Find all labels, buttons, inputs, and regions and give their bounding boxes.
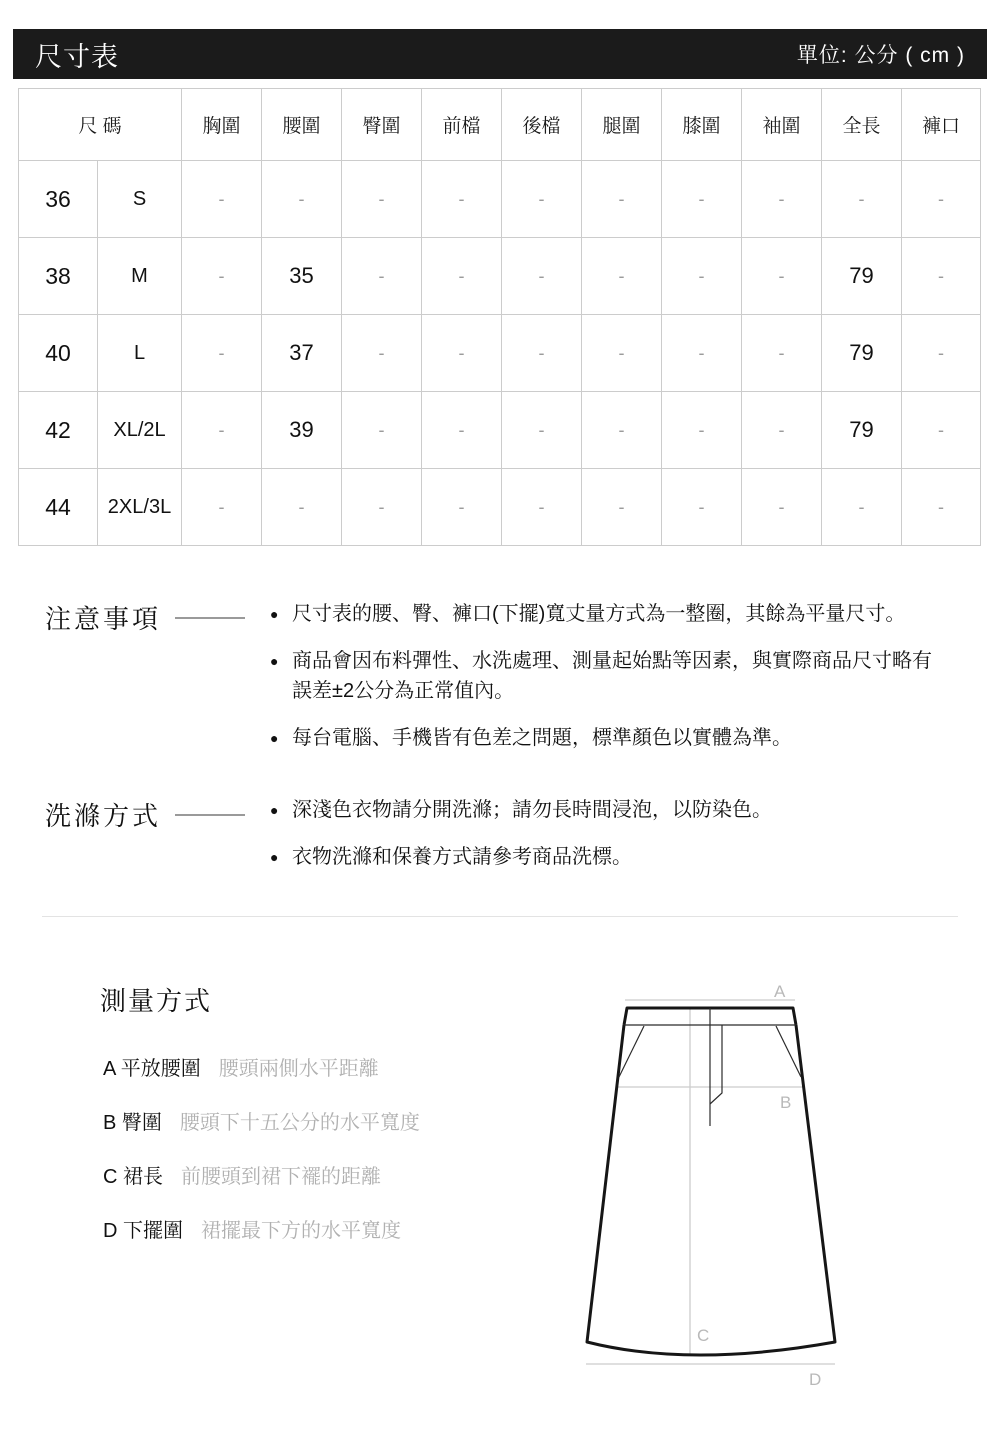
- bullet-icon: ●: [270, 849, 279, 865]
- measurement-list: [103, 1052, 420, 1268]
- table-row: [19, 469, 981, 546]
- measurement-label: D 下擺圍: [103, 1220, 183, 1242]
- diagram-label-a: A: [774, 982, 786, 1001]
- bullet-icon: ●: [270, 802, 279, 818]
- cell-value: -: [822, 469, 902, 546]
- cell-value: -: [582, 238, 662, 315]
- measurement-heading: 測量方式: [100, 986, 213, 1016]
- cell-value: -: [182, 315, 262, 392]
- column-header-leg-opening: 褲口: [902, 89, 981, 161]
- cell-value: 79: [822, 238, 902, 315]
- notes-heading-label: 注意事項: [45, 604, 162, 634]
- cell-value: 79: [822, 315, 902, 392]
- cell-value: -: [662, 469, 742, 546]
- cell-value: -: [422, 161, 502, 238]
- cell-value: -: [502, 238, 582, 315]
- note-item: [270, 646, 965, 706]
- cell-value: -: [262, 161, 342, 238]
- heading-dash: [175, 814, 245, 816]
- measurement-item-a: [103, 1052, 420, 1080]
- cell-value: -: [262, 469, 342, 546]
- measurement-desc: 腰頭兩側水平距離: [218, 1058, 379, 1080]
- cell-value: -: [902, 469, 981, 546]
- column-header-chest: 胸圍: [182, 89, 262, 161]
- cell-value: 37: [262, 315, 342, 392]
- cell-value: -: [582, 392, 662, 469]
- unit-label: 單位: 公分 ( cm ): [796, 44, 965, 67]
- washing-heading: [45, 796, 245, 833]
- notes-list: [270, 599, 965, 770]
- cell-value: -: [422, 315, 502, 392]
- cell-value: -: [902, 315, 981, 392]
- measurement-desc: 前腰頭到裙下襬的距離: [181, 1166, 381, 1188]
- cell-value: -: [742, 161, 822, 238]
- measurement-label: A 平放腰圍: [103, 1058, 201, 1080]
- column-header-hip: 臀圍: [342, 89, 422, 161]
- cell-value: -: [742, 469, 822, 546]
- cell-value: -: [182, 469, 262, 546]
- column-header-front-rise: 前檔: [422, 89, 502, 161]
- skirt-diagram: [560, 970, 850, 1395]
- measurement-desc: 裙擺最下方的水平寬度: [201, 1220, 401, 1242]
- measurement-item-d: [103, 1214, 420, 1242]
- cell-value: -: [502, 469, 582, 546]
- page-title: 尺寸表: [35, 41, 119, 72]
- column-header-thigh: 腿圍: [582, 89, 662, 161]
- notes-heading: [45, 599, 245, 636]
- note-text: 商品會因布料彈性、水洗處理、測量起始點等因素，與實際商品尺寸略有誤差±2公分為正常值內。: [292, 650, 932, 702]
- washing-list: [270, 795, 965, 889]
- size-number: 40: [19, 315, 98, 392]
- cell-value: -: [422, 469, 502, 546]
- cell-value: -: [742, 238, 822, 315]
- cell-value: -: [902, 238, 981, 315]
- size-label: L: [98, 315, 182, 392]
- cell-value: -: [502, 392, 582, 469]
- cell-value: -: [182, 392, 262, 469]
- cell-value: -: [582, 161, 662, 238]
- skirt-outline: [587, 1025, 835, 1355]
- table-row: [19, 392, 981, 469]
- cell-value: 35: [262, 238, 342, 315]
- column-header-size: 尺 碼: [19, 89, 182, 161]
- table-row: [19, 315, 981, 392]
- wash-text: 深淺色衣物請分開洗滌；請勿長時間浸泡，以防染色。: [292, 799, 772, 821]
- cell-value: -: [342, 161, 422, 238]
- table-header-row: [19, 89, 981, 161]
- note-text: 尺寸表的腰、臀、褲口(下擺)寬丈量方式為一整圈，其餘為平量尺寸。: [292, 603, 906, 625]
- cell-value: -: [742, 392, 822, 469]
- washing-heading-label: 洗滌方式: [45, 801, 162, 831]
- size-number: 44: [19, 469, 98, 546]
- heading-dash: [175, 617, 245, 619]
- bullet-icon: ●: [270, 653, 279, 669]
- cell-value: -: [422, 392, 502, 469]
- cell-value: -: [342, 469, 422, 546]
- cell-value: -: [342, 238, 422, 315]
- note-text: 每台電腦、手機皆有色差之問題，標準顏色以實體為準。: [292, 727, 792, 749]
- diagram-label-b: B: [780, 1093, 792, 1112]
- diagram-label-c: C: [697, 1326, 710, 1345]
- cell-value: -: [582, 469, 662, 546]
- fly-line-right: [710, 1025, 722, 1104]
- bullet-icon: ●: [270, 606, 279, 622]
- cell-value: -: [662, 238, 742, 315]
- measurement-label: C 裙長: [103, 1166, 163, 1188]
- diagram-label-d: D: [809, 1370, 822, 1389]
- cell-value: -: [182, 238, 262, 315]
- measurement-label: B 臀圍: [103, 1112, 162, 1134]
- size-number: 36: [19, 161, 98, 238]
- cell-value: -: [902, 161, 981, 238]
- cell-value: -: [342, 392, 422, 469]
- cell-value: -: [582, 315, 662, 392]
- column-header-knee: 膝圍: [662, 89, 742, 161]
- table-row: [19, 161, 981, 238]
- column-header-sleeve: 袖圍: [742, 89, 822, 161]
- cell-value: 39: [262, 392, 342, 469]
- size-label: M: [98, 238, 182, 315]
- wash-text: 衣物洗滌和保養方式請參考商品洗標。: [292, 846, 632, 868]
- cell-value: -: [422, 238, 502, 315]
- section-divider: [42, 916, 958, 917]
- cell-value: -: [742, 315, 822, 392]
- size-number: 38: [19, 238, 98, 315]
- size-label: 2XL/3L: [98, 469, 182, 546]
- bullet-icon: ●: [270, 730, 279, 746]
- cell-value: -: [822, 161, 902, 238]
- cell-value: -: [502, 315, 582, 392]
- cell-value: 79: [822, 392, 902, 469]
- cell-value: -: [662, 161, 742, 238]
- note-item: [270, 599, 965, 629]
- column-header-back-rise: 後檔: [502, 89, 582, 161]
- size-label: XL/2L: [98, 392, 182, 469]
- note-item: [270, 723, 965, 753]
- size-number: 42: [19, 392, 98, 469]
- cell-value: -: [662, 315, 742, 392]
- measurement-item-b: [103, 1106, 420, 1134]
- measurement-desc: 腰頭下十五公分的水平寬度: [179, 1112, 420, 1134]
- cell-value: -: [502, 161, 582, 238]
- cell-value: -: [342, 315, 422, 392]
- size-table: [18, 88, 981, 546]
- wash-item: [270, 795, 965, 825]
- table-row: [19, 238, 981, 315]
- cell-value: -: [182, 161, 262, 238]
- column-header-length: 全長: [822, 89, 902, 161]
- cell-value: -: [662, 392, 742, 469]
- cell-value: -: [902, 392, 981, 469]
- size-label: S: [98, 161, 182, 238]
- measurement-item-c: [103, 1160, 420, 1188]
- size-chart-header: [13, 29, 987, 79]
- wash-item: [270, 842, 965, 872]
- column-header-waist: 腰圍: [262, 89, 342, 161]
